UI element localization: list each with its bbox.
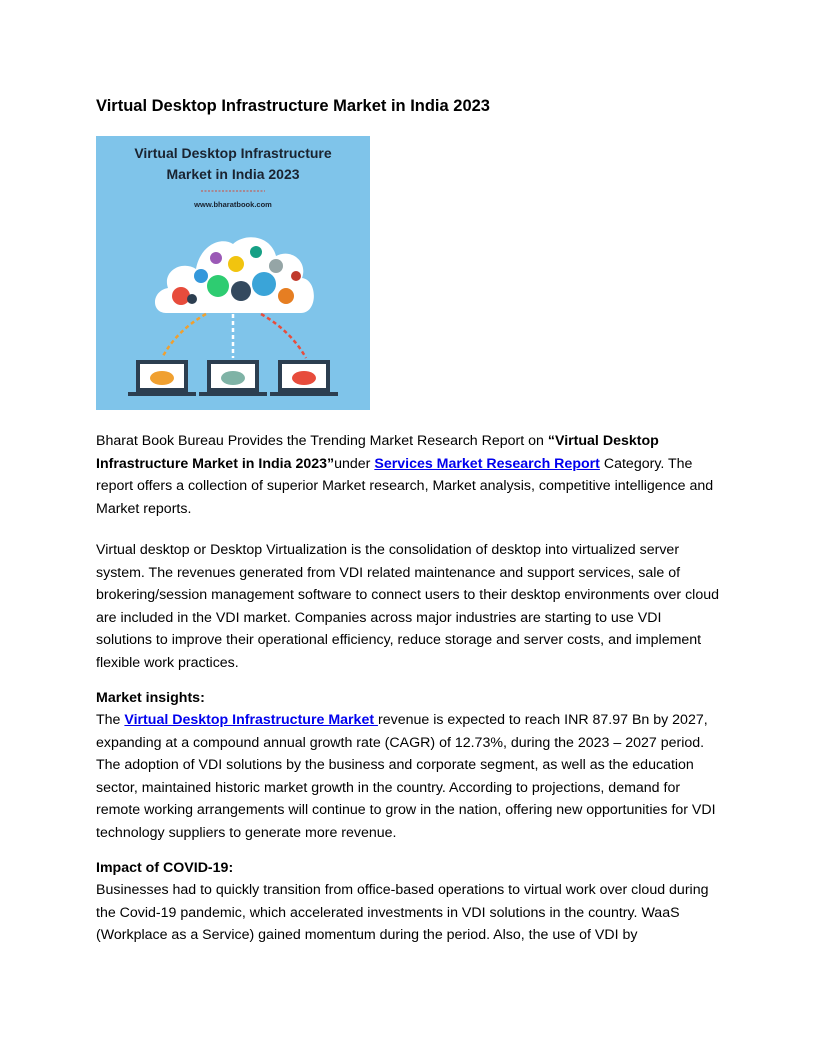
cover-title-line1: Virtual Desktop Infrastructure	[134, 145, 332, 161]
intro-paragraph	[96, 430, 720, 520]
services-report-link[interactable]: Services Market Research Report	[374, 455, 600, 472]
definition-paragraph: Virtual desktop or Desktop Virtualization is the consolidation of desktop into virtualized server system. The revenues generated from VDI related maintenance and support services, sale of brokering/session management software to connect users to their desktop environments over cloud are included in the VDI market. Companies across major industries are starting to use VDI solutions to improve their operational efficiency, reduce storage and server costs, and implement flexible work practices.	[96, 542, 720, 671]
insights-heading	[96, 687, 720, 710]
intro-report-title: “Virtual Desktop Infrastructure Market in India 2023”	[96, 433, 659, 472]
cover-url: www.bharatbook.com	[194, 200, 272, 209]
cover-title-line2: Market in India 2023	[166, 166, 300, 182]
covid-heading-text: Impact of COVID-19:	[96, 860, 234, 876]
insights-heading-text: Market insights:	[96, 690, 205, 706]
laptop-settings-icon	[199, 360, 267, 396]
document-title: Virtual Desktop Infrastructure Market in India 2023	[96, 97, 490, 115]
laptop-upload-icon	[270, 360, 338, 396]
vdi-market-link[interactable]: Virtual Desktop Infrastructure Market	[124, 712, 378, 728]
cover-image	[96, 136, 370, 410]
insights-text-1: The	[96, 712, 125, 728]
insights-text-2: revenue is expected to reach INR 87.97 Bn by 2027, expanding at a compound annual growth rate (CAGR) of 12.73%, during the 2023 – 2027 period. The adoption of VDI solutions by the business and corporate segment, as well as the education sector, maintained historic market growth in the country. According to projections, demand for remote working arrangements will continue to grow in the nation, offering new opportunities for VDI technology suppliers to generate more revenue.	[96, 712, 716, 841]
laptop-download-icon	[128, 360, 196, 396]
intro-text-2: under	[334, 455, 375, 472]
covid-paragraph: Businesses had to quickly transition from office-based operations to virtual work over cloud during the Covid-19 pandemic, which accelerated investments in VDI solutions in the country. WaaS (Workplace as a Service) gained momentum during the period. Also, the use of VDI by	[96, 882, 709, 943]
covid-heading	[96, 857, 720, 880]
intro-text-1: Bharat Book Bureau Provides the Trending Market Research Report on	[96, 433, 548, 449]
insights-paragraph	[96, 709, 720, 844]
intro-text-3: Category. The report offers a collection of superior Market research, Market analysis, competitive intelligence and Market reports.	[96, 455, 714, 517]
